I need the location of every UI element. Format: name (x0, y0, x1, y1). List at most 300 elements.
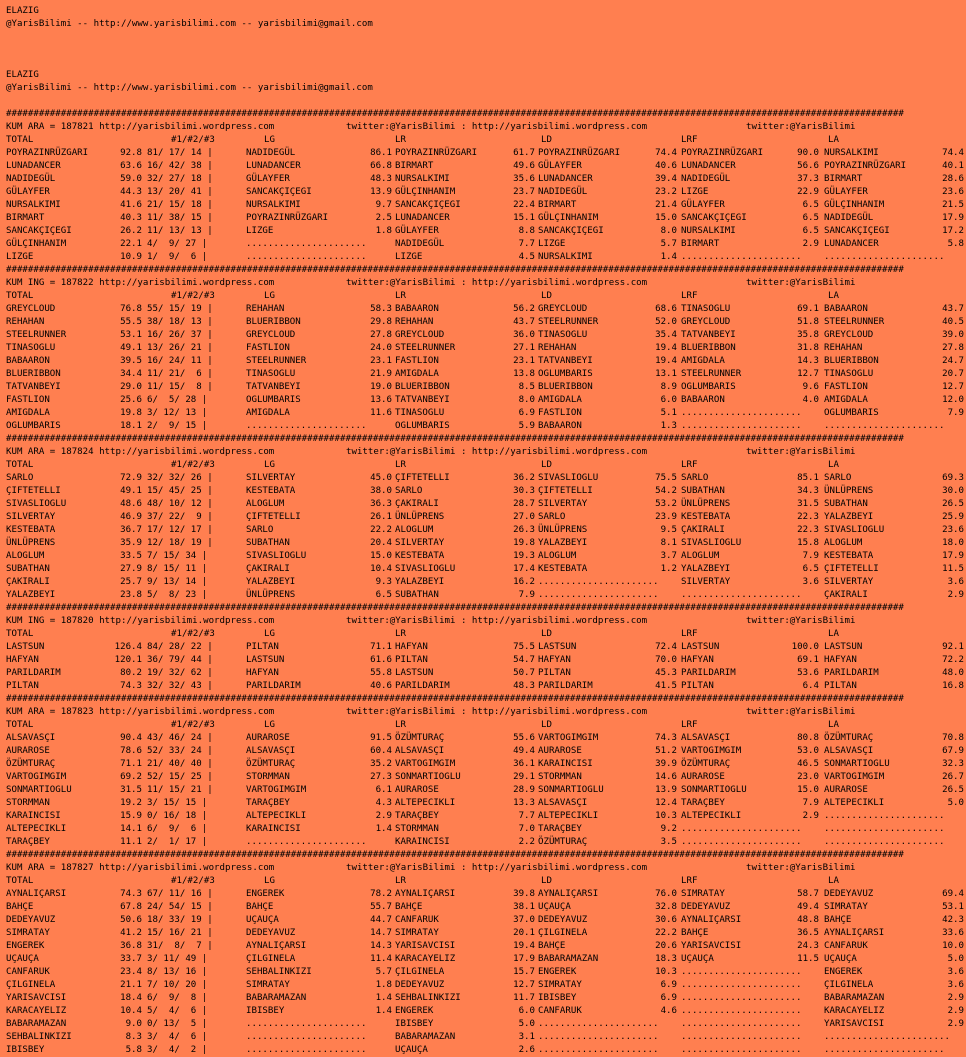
ld-name: IBISBEY (538, 993, 577, 1003)
table-row (6, 914, 966, 927)
lr-name: KARACAYELIZ (395, 954, 456, 964)
la-name: NADIDEGÜL (824, 213, 874, 223)
lr-name: TATVANBEYI (395, 395, 450, 405)
ld-score: 45.3 (655, 668, 677, 678)
total-score: 8.3 (125, 1032, 142, 1042)
lrf-score: 2.9 (802, 811, 819, 821)
rank-counts: 11/ 21/ 6 | (147, 369, 213, 379)
lrf-score: 9.6 (802, 382, 819, 392)
la-score: 43.7 (942, 304, 964, 314)
la-score: 33.6 (942, 928, 964, 938)
rank-counts: 2/ 1/ 17 | (147, 837, 208, 847)
lr-score: 7.7 (518, 811, 535, 821)
lr-name: GÜLAYFER (395, 226, 439, 236)
table-row (6, 589, 966, 602)
total-score: 21.1 (120, 980, 142, 990)
ld-score: 3.5 (660, 837, 677, 847)
twitter-handle: twitter:@YarisBilimi (746, 863, 856, 873)
la-name: SANCAKÇIÇEGI (824, 226, 890, 236)
total-name: NADIDEGÜL (6, 174, 56, 184)
la-name: ÇAKIRALI (824, 590, 868, 600)
table-row (6, 1044, 966, 1057)
total-score: 33.7 (120, 954, 142, 964)
table-row (6, 888, 966, 901)
table-row (6, 654, 966, 667)
total-score: 126.4 (114, 642, 142, 652)
total-name: HAFYAN (6, 655, 39, 665)
ld-name: GREYCLOUD (538, 304, 588, 314)
lrf-score: 15.0 (797, 785, 819, 795)
table-row (6, 381, 966, 394)
total-score: 49.1 (120, 486, 142, 496)
city-title-repeat: ELAZIG (6, 70, 39, 80)
rank-counts: 38/ 18/ 13 | (147, 317, 213, 327)
label-ld: LD (541, 291, 552, 301)
rank-counts: 32/ 27/ 18 | (147, 174, 213, 184)
table-row (6, 160, 966, 173)
lg-score: 2.5 (375, 213, 392, 223)
la-name: ...................... (824, 1045, 945, 1055)
spacer (6, 95, 966, 108)
ld-score: 21.4 (655, 200, 677, 210)
table-row (6, 147, 966, 160)
lrf-score: 11.5 (797, 954, 819, 964)
lrf-score: 69.1 (797, 655, 819, 665)
ld-score: 74.3 (655, 733, 677, 743)
lrf-score: 6.5 (802, 226, 819, 236)
lr-score: 28.7 (513, 499, 535, 509)
ld-score: 23.2 (655, 187, 677, 197)
ld-score: 13.1 (655, 369, 677, 379)
lg-name: YALAZBEYI (246, 577, 296, 587)
column-labels (6, 875, 966, 888)
lg-score: 24.0 (370, 343, 392, 353)
ld-name: PILTAN (538, 668, 571, 678)
lrf-name: BABAARON (681, 395, 725, 405)
lg-name: ÜNLÜPRENS (246, 590, 296, 600)
lr-score: 36.1 (513, 759, 535, 769)
la-score: 10.0 (942, 941, 964, 951)
lg-score: 22.2 (370, 525, 392, 535)
lr-name: SIMRATAY (395, 928, 439, 938)
lg-name: ALSAVASÇI (246, 746, 296, 756)
lg-score: 11.6 (370, 408, 392, 418)
ld-score: 6.0 (660, 395, 677, 405)
race-id: KUM ING = 187820 http://yarisbilimi.wordpress.com (6, 616, 275, 626)
ld-score: 3.7 (660, 551, 677, 561)
total-name: POYRAZINRÜZGARI (6, 148, 89, 158)
lg-name: ...................... (246, 1032, 367, 1042)
lr-name: ÜNLÜPRENS (395, 512, 445, 522)
la-name: SIMRATAY (824, 902, 868, 912)
lr-name: SILVERTAY (395, 538, 445, 548)
table-row (6, 667, 966, 680)
total-name: PARILDARIM (6, 668, 61, 678)
ld-score: 35.4 (655, 330, 677, 340)
ld-score: 41.5 (655, 681, 677, 691)
lr-score: 2.6 (518, 1045, 535, 1055)
lg-name: SEHBALINKIZI (246, 967, 312, 977)
lr-name: GREYCLOUD (395, 330, 445, 340)
total-name: KESTEBATA (6, 525, 56, 535)
ld-name: ÇIFTETELLI (538, 486, 593, 496)
lg-name: STEELRUNNER (246, 356, 307, 366)
lg-name: ...................... (246, 837, 367, 847)
lg-score: 91.5 (370, 733, 392, 743)
la-name: ...................... (824, 252, 945, 262)
lg-name: ...................... (246, 1045, 367, 1055)
lg-score: 21.9 (370, 369, 392, 379)
table-row (6, 498, 966, 511)
label-lg: LG (264, 291, 275, 301)
rank-counts: 3/ 12/ 13 | (147, 408, 208, 418)
spacer (6, 31, 966, 69)
lg-name: HAFYAN (246, 668, 279, 678)
lg-name: ...................... (246, 421, 367, 431)
la-name: DEDEYAVUZ (824, 889, 874, 899)
rank-counts: 32/ 32/ 26 | (147, 473, 213, 483)
table-row (6, 563, 966, 576)
lr-name: ALOGLUM (395, 525, 434, 535)
label-lr: LR (395, 460, 406, 470)
ld-name: NURSALKIMI (538, 252, 593, 262)
la-score: 3.6 (947, 967, 964, 977)
race-header (6, 706, 966, 719)
total-name: ÜNLÜPRENS (6, 538, 56, 548)
lr-score: 19.3 (513, 551, 535, 561)
column-labels (6, 459, 966, 472)
label-total: TOTAL (6, 291, 34, 301)
la-name: ÜNLÜPRENS (824, 486, 874, 496)
separator-line: #################################################################################################################################################################### (6, 850, 904, 860)
lr-score: 13.3 (513, 798, 535, 808)
lg-score: 60.4 (370, 746, 392, 756)
total-score: 72.9 (120, 473, 142, 483)
lr-name: PILTAN (395, 655, 428, 665)
la-score: 67.9 (942, 746, 964, 756)
table-row (6, 758, 966, 771)
ld-score: 22.2 (655, 928, 677, 938)
rank-counts: 8/ 15/ 11 | (147, 564, 208, 574)
total-name: NURSALKIMI (6, 200, 61, 210)
ld-name: KESTEBATA (538, 564, 588, 574)
lr-name: VARTOGIMGIM (395, 759, 456, 769)
table-row (6, 576, 966, 589)
lg-score: 71.1 (370, 642, 392, 652)
table-row (6, 472, 966, 485)
total-score: 11.1 (120, 837, 142, 847)
lrf-score: 80.8 (797, 733, 819, 743)
table-row (6, 420, 966, 433)
lrf-name: DEDEYAVUZ (681, 902, 731, 912)
lr-name: BAHÇE (395, 902, 423, 912)
total-name: DEDEYAVUZ (6, 915, 56, 925)
lg-score: 1.8 (375, 226, 392, 236)
ld-name: PARILDARIM (538, 681, 593, 691)
lrf-name: ...................... (681, 408, 802, 418)
table-row (6, 927, 966, 940)
total-name: TINASOGLU (6, 343, 56, 353)
lg-score: 23.1 (370, 356, 392, 366)
ld-name: FASTLION (538, 408, 582, 418)
column-labels (6, 290, 966, 303)
label-ranks: #1/#2/#3 (171, 135, 215, 145)
lr-score: 30.3 (513, 486, 535, 496)
lr-score: 6.9 (518, 408, 535, 418)
lr-score: 8.5 (518, 382, 535, 392)
ld-name: ENGEREK (538, 967, 577, 977)
lr-score: 17.4 (513, 564, 535, 574)
la-score: 39.0 (942, 330, 964, 340)
la-score: 7.9 (947, 408, 964, 418)
lrf-score: 48.8 (797, 915, 819, 925)
total-name: LUNADANCER (6, 161, 61, 171)
lr-score: 35.6 (513, 174, 535, 184)
total-score: 22.1 (120, 239, 142, 249)
la-score: 23.6 (942, 525, 964, 535)
label-lr: LR (395, 135, 406, 145)
total-name: STORMMAN (6, 798, 50, 808)
lg-score: 4.3 (375, 798, 392, 808)
lg-score: 14.7 (370, 928, 392, 938)
lrf-score: 6.5 (802, 213, 819, 223)
total-score: 19.8 (120, 408, 142, 418)
la-name: ....................... (824, 1032, 950, 1042)
total-score: 26.2 (120, 226, 142, 236)
ld-score: 8.0 (660, 226, 677, 236)
total-score: 48.6 (120, 499, 142, 509)
lr-name: ENGEREK (395, 1006, 434, 1016)
table-row (6, 979, 966, 992)
lrf-name: POYRAZINRÜZGARI (681, 148, 764, 158)
table-row (6, 810, 966, 823)
la-name: ...................... (824, 824, 945, 834)
lrf-score: 7.9 (802, 551, 819, 561)
rank-counts: 43/ 46/ 24 | (147, 733, 213, 743)
la-name: YALAZBEYI (824, 512, 874, 522)
lr-score: 15.1 (513, 213, 535, 223)
lg-score: 48.3 (370, 174, 392, 184)
rank-counts: 11/ 38/ 15 | (147, 213, 213, 223)
lrf-name: TARAÇBEY (681, 798, 725, 808)
lr-score: 26.3 (513, 525, 535, 535)
ld-name: ...................... (538, 1032, 659, 1042)
la-name: KESTEBATA (824, 551, 874, 561)
lg-score: 55.7 (370, 902, 392, 912)
la-name: PILTAN (824, 681, 857, 691)
ld-name: TINASOGLU (538, 330, 588, 340)
lrf-name: GREYCLOUD (681, 317, 731, 327)
total-score: 19.2 (120, 798, 142, 808)
ld-name: LUNADANCER (538, 174, 593, 184)
total-score: 78.6 (120, 746, 142, 756)
la-name: POYRAZINRÜZGARI (824, 161, 907, 171)
total-name: YALAZBEYI (6, 590, 56, 600)
lr-score: 27.0 (513, 512, 535, 522)
separator-line: #################################################################################################################################################################### (6, 109, 904, 119)
lg-name: SARLO (246, 525, 274, 535)
lr-name: SIVASLIOGLU (395, 564, 456, 574)
lg-score: 44.7 (370, 915, 392, 925)
lrf-name: ÇAKIRALI (681, 525, 725, 535)
lr-score: 28.9 (513, 785, 535, 795)
lrf-score: 6.5 (802, 564, 819, 574)
lr-name: SANCAKÇIÇEGI (395, 200, 461, 210)
rank-counts: 19/ 32/ 62 | (147, 668, 213, 678)
lg-score: 1.8 (375, 980, 392, 990)
lr-name: STEELRUNNER (395, 343, 456, 353)
ld-score: 70.0 (655, 655, 677, 665)
lg-name: ALTEPECIKLI (246, 811, 307, 821)
total-name: LASTSUN (6, 642, 45, 652)
la-name: BIRMART (824, 174, 863, 184)
ld-name: ...................... (538, 577, 659, 587)
total-score: 23.8 (120, 590, 142, 600)
lr-name: YALAZBEYI (395, 577, 445, 587)
total-score: 46.9 (120, 512, 142, 522)
la-name: SILVERTAY (824, 577, 874, 587)
la-score: 21.5 (942, 200, 964, 210)
lr-name: LASTSUN (395, 668, 434, 678)
lg-name: BLUERIBBON (246, 317, 301, 327)
table-row (6, 784, 966, 797)
lg-score: 61.6 (370, 655, 392, 665)
city-title: ELAZIG (6, 6, 39, 16)
lrf-name: LASTSUN (681, 642, 720, 652)
ld-score: 19.4 (655, 343, 677, 353)
total-name: BIRMART (6, 213, 45, 223)
rank-counts: 8/ 13/ 16 | (147, 967, 208, 977)
lr-score: 19.4 (513, 941, 535, 951)
lg-name: ÖZÜMTURAÇ (246, 759, 296, 769)
lr-score: 3.1 (518, 1032, 535, 1042)
total-score: 36.8 (120, 941, 142, 951)
lr-name: ÇILGINELA (395, 967, 445, 977)
lr-name: BABAARON (395, 304, 439, 314)
lr-score: 19.8 (513, 538, 535, 548)
lrf-name: ...................... (681, 252, 802, 262)
label-lrf: LRF (681, 876, 698, 886)
lrf-name: HAFYAN (681, 655, 714, 665)
contact-line-repeat: @YarisBilimi -- http://www.yarisbilimi.com -- yarisbilimi@gmail.com (6, 83, 373, 93)
total-score: 44.3 (120, 187, 142, 197)
lrf-score: 53.0 (797, 746, 819, 756)
table-row (6, 251, 966, 264)
lr-name: TINASOGLU (395, 408, 445, 418)
lr-score: 38.1 (513, 902, 535, 912)
lrf-score: 100.0 (791, 642, 819, 652)
la-name: REHAHAN (824, 343, 863, 353)
twitter-blog: twitter:@YarisBilimi : http://yarisbilimi.wordpress.com (346, 447, 648, 457)
lrf-name: ...................... (681, 824, 802, 834)
ld-name: CANFARUK (538, 1006, 582, 1016)
la-score: 69.3 (942, 473, 964, 483)
lg-name: ...................... (246, 252, 367, 262)
ld-score: 68.6 (655, 304, 677, 314)
la-name: YARISAVCISI (824, 1019, 885, 1029)
lg-name: LASTSUN (246, 655, 285, 665)
lrf-name: YARISAVCISI (681, 941, 742, 951)
la-score: 2.9 (947, 590, 964, 600)
total-name: BAHÇE (6, 902, 34, 912)
label-ld: LD (541, 135, 552, 145)
total-name: ÇIFTETELLI (6, 486, 61, 496)
la-score: 28.6 (942, 174, 964, 184)
lr-name: ALSAVASÇI (395, 746, 445, 756)
lg-name: ÇIFTETELLI (246, 512, 301, 522)
contact-line: @YarisBilimi -- http://www.yarisbilimi.com -- yarisbilimi@gmail.com (6, 19, 373, 29)
lr-name: NADIDEGÜL (395, 239, 445, 249)
table-row (6, 355, 966, 368)
rank-counts: 2/ 9/ 15 | (147, 421, 208, 431)
table-row (6, 407, 966, 420)
table-row (6, 940, 966, 953)
lrf-name: SONMARTIOGLU (681, 785, 747, 795)
lg-name: BAHÇE (246, 902, 274, 912)
total-name: CANFARUK (6, 967, 50, 977)
lrf-name: SARLO (681, 473, 709, 483)
lrf-name: UÇAUÇA (681, 954, 714, 964)
lrf-name: ÜNLÜPRENS (681, 499, 731, 509)
lrf-score: 69.1 (797, 304, 819, 314)
ld-score: 12.4 (655, 798, 677, 808)
rank-counts: 3/ 4/ 2 | (147, 1045, 208, 1055)
lr-score: 23.1 (513, 356, 535, 366)
lr-score: 2.2 (518, 837, 535, 847)
label-ld: LD (541, 720, 552, 730)
ld-score: 10.3 (655, 811, 677, 821)
separator-line: #################################################################################################################################################################### (6, 694, 904, 704)
total-score: 69.2 (120, 772, 142, 782)
lrf-name: SIVASLIOGLU (681, 538, 742, 548)
ld-name: STEELRUNNER (538, 317, 599, 327)
lg-score: 78.2 (370, 889, 392, 899)
lr-name: AYNALIÇARSI (395, 889, 456, 899)
ld-name: AMIGDALA (538, 395, 582, 405)
lrf-name: LIZGE (681, 187, 709, 197)
label-lg: LG (264, 460, 275, 470)
lrf-score: 49.4 (797, 902, 819, 912)
total-score: 18.4 (120, 993, 142, 1003)
lr-score: 50.7 (513, 668, 535, 678)
table-row (6, 225, 966, 238)
lrf-name: ÖZÜMTURAÇ (681, 759, 731, 769)
lg-score: 6.5 (375, 590, 392, 600)
table-row (6, 394, 966, 407)
lr-score: 4.5 (518, 252, 535, 262)
label-lr: LR (395, 876, 406, 886)
lrf-score: 85.1 (797, 473, 819, 483)
lr-score: 55.6 (513, 733, 535, 743)
ld-score: 53.2 (655, 499, 677, 509)
rank-counts: 1/ 9/ 6 | (147, 252, 208, 262)
twitter-handle: twitter:@YarisBilimi (746, 447, 856, 457)
ld-name: HAFYAN (538, 655, 571, 665)
lg-score: 58.3 (370, 304, 392, 314)
ld-score: 9.5 (660, 525, 677, 535)
lg-name: REHAHAN (246, 304, 285, 314)
lr-name: PARILDARIM (395, 681, 450, 691)
lrf-name: BIRMART (681, 239, 720, 249)
lg-name: IBISBEY (246, 1006, 285, 1016)
lg-score: 11.4 (370, 954, 392, 964)
lrf-name: ...................... (681, 421, 802, 431)
total-name: STEELRUNNER (6, 330, 67, 340)
la-score: 17.9 (942, 213, 964, 223)
ld-score: 8.1 (660, 538, 677, 548)
twitter-handle: twitter:@YarisBilimi (746, 616, 856, 626)
lrf-name: ...................... (681, 1032, 802, 1042)
